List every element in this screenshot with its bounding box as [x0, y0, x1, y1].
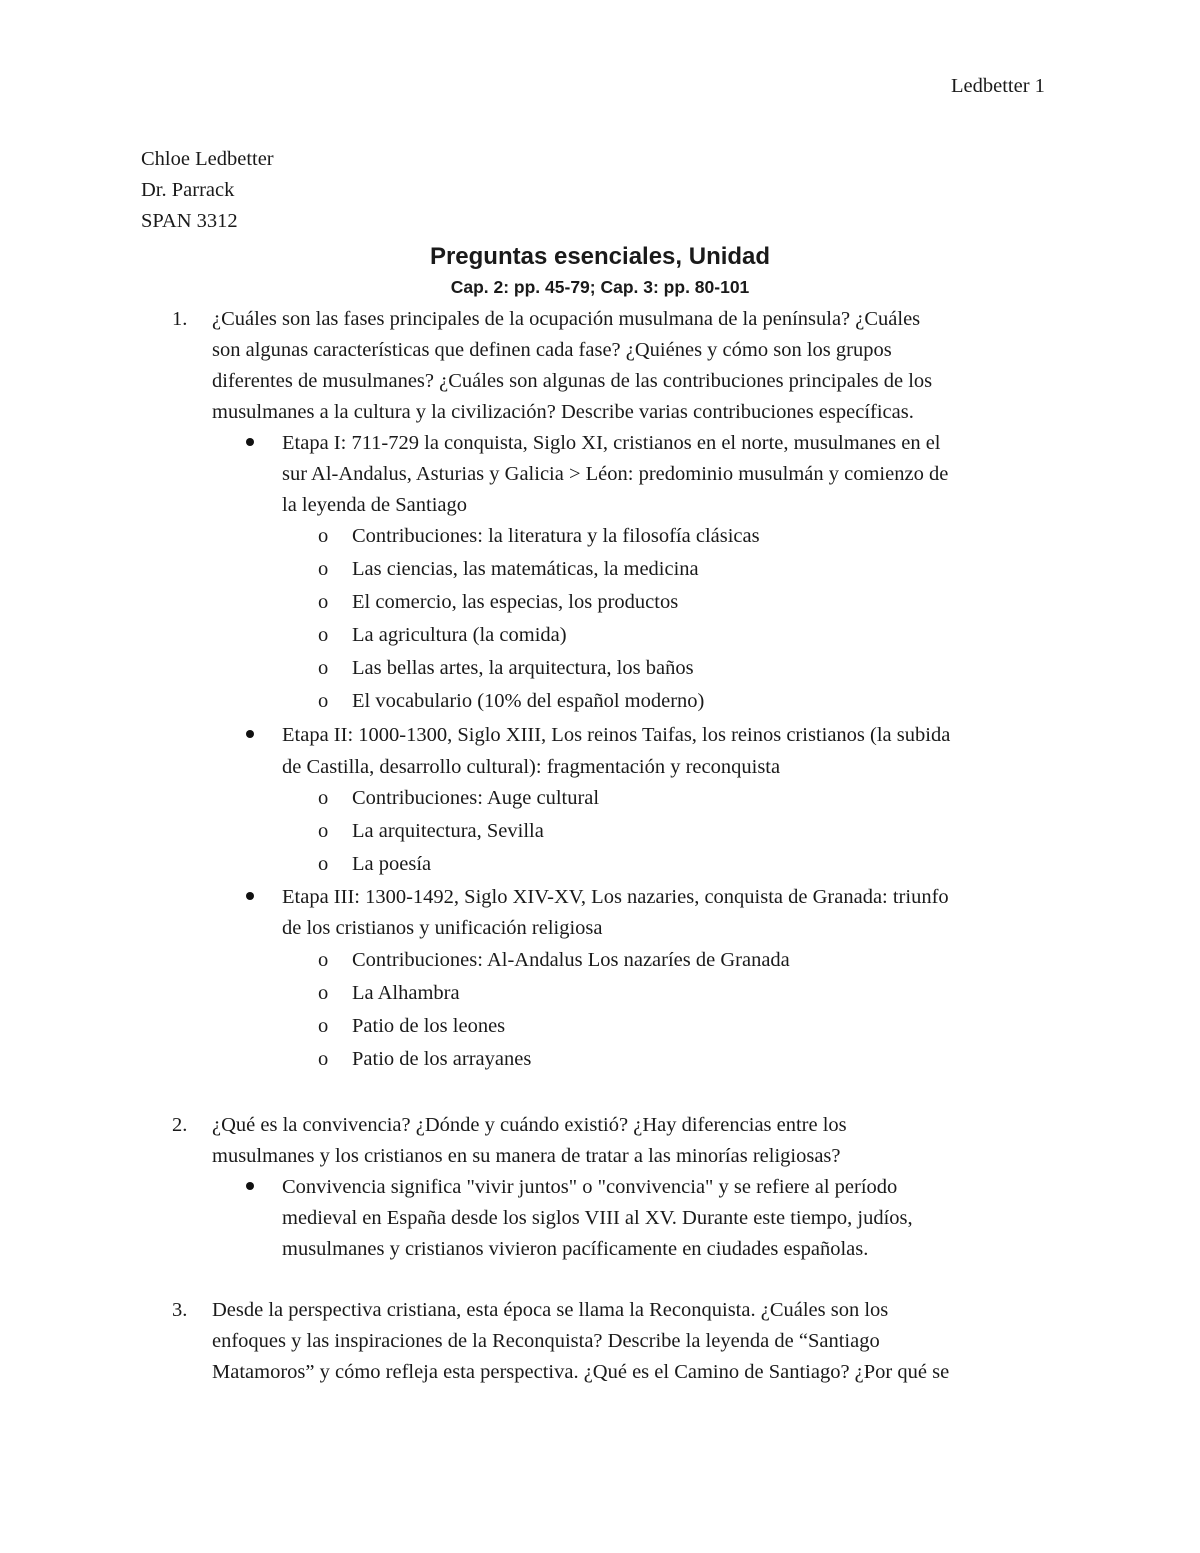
document-title: Preguntas esenciales, Unidad	[429, 243, 771, 270]
etapa3-sub-item: Patio de los arrayanes	[352, 1048, 532, 1070]
course-code: SPAN 3312	[141, 210, 238, 232]
sub-bullet-o-icon: o	[318, 558, 329, 580]
bullet-dot-icon	[246, 1182, 254, 1190]
student-name: Chloe Ledbetter	[141, 148, 274, 170]
q1-line: musulmanes a la cultura y la civilización? Describe varias contribuciones específicas.	[212, 401, 914, 423]
etapa2-line: de Castilla, desarrollo cultural): fragmentación y reconquista	[282, 756, 781, 778]
etapa3-line: Etapa III: 1300-1492, Siglo XIV-XV, Los nazaries, conquista de Granada: triunfo	[282, 886, 949, 908]
sub-bullet-o-icon: o	[318, 657, 329, 679]
bullet-dot-icon	[246, 892, 254, 900]
etapa1-sub-item: El vocabulario (10% del español moderno)	[352, 690, 705, 712]
sub-bullet-o-icon: o	[318, 1048, 329, 1070]
etapa2-sub-item: La arquitectura, Sevilla	[352, 820, 544, 842]
q3-line: Desde la perspectiva cristiana, esta época se llama la Reconquista. ¿Cuáles son los	[212, 1299, 889, 1321]
etapa3-sub-item: La Alhambra	[352, 982, 460, 1004]
sub-bullet-o-icon: o	[318, 624, 329, 646]
etapa1-sub-item: Las bellas artes, la arquitectura, los baños	[352, 657, 694, 679]
etapa1-line: Etapa I: 711-729 la conquista, Siglo XI, cristianos en el norte, musulmanes en el	[282, 432, 941, 454]
sub-bullet-o-icon: o	[318, 690, 329, 712]
sub-bullet-o-icon: o	[318, 1015, 329, 1037]
q2-bullet-line: musulmanes y cristianos vivieron pacíficamente en ciudades españolas.	[282, 1238, 869, 1260]
etapa2-sub-item: Contribuciones: Auge cultural	[352, 787, 600, 809]
q1-number: 1.	[172, 308, 188, 330]
etapa1-sub-item: La agricultura (la comida)	[352, 624, 567, 646]
document-subtitle: Cap. 2: pp. 45-79; Cap. 3: pp. 80-101	[450, 277, 750, 297]
q1-line: diferentes de musulmanes? ¿Cuáles son algunas de las contribuciones principales de los	[212, 370, 933, 392]
q3-number: 3.	[172, 1299, 188, 1321]
q3-line: Matamoros” y cómo refleja esta perspectiva. ¿Qué es el Camino de Santiago? ¿Por qué se	[212, 1361, 950, 1383]
q2-bullet-line: Convivencia significa "vivir juntos" o "convivencia" y se refiere al período	[282, 1176, 898, 1198]
bullet-dot-icon	[246, 730, 254, 738]
etapa3-sub-item: Patio de los leones	[352, 1015, 506, 1037]
sub-bullet-o-icon: o	[318, 787, 329, 809]
etapa3-line: de los cristianos y unificación religiosa	[282, 917, 603, 939]
etapa1-sub-item: El comercio, las especias, los productos	[352, 591, 679, 613]
etapa2-sub-item: La poesía	[352, 853, 432, 875]
etapa1-sub-item: Contribuciones: la literatura y la filosofía clásicas	[352, 525, 760, 547]
q3-line: enfoques y las inspiraciones de la Reconquista? Describe la leyenda de “Santiago	[212, 1330, 880, 1352]
page-header: Ledbetter 1	[951, 75, 1045, 97]
etapa1-line: sur Al-Andalus, Asturias y Galicia > Léon: predominio musulmán y comienzo de	[282, 463, 949, 485]
professor-name: Dr. Parrack	[141, 179, 235, 201]
q2-bullet-line: medieval en España desde los siglos VIII al XV. Durante este tiempo, judíos,	[282, 1207, 913, 1229]
sub-bullet-o-icon: o	[318, 949, 329, 971]
etapa1-line: la leyenda de Santiago	[282, 494, 468, 516]
etapa1-sub-item: Las ciencias, las matemáticas, la medicina	[352, 558, 699, 580]
sub-bullet-o-icon: o	[318, 853, 329, 875]
q1-line: ¿Cuáles son las fases principales de la ocupación musulmana de la península? ¿Cuáles	[212, 308, 921, 330]
q2-line: musulmanes y los cristianos en su manera de tratar a las minorías religiosas?	[212, 1145, 841, 1167]
q1-line: son algunas características que definen cada fase? ¿Quiénes y cómo son los grupos	[212, 339, 892, 361]
q2-line: ¿Qué es la convivencia? ¿Dónde y cuándo existió? ¿Hay diferencias entre los	[212, 1114, 847, 1136]
sub-bullet-o-icon: o	[318, 525, 329, 547]
etapa2-line: Etapa II: 1000-1300, Siglo XIII, Los reinos Taifas, los reinos cristianos (la subida	[282, 724, 951, 746]
etapa3-sub-item: Contribuciones: Al-Andalus Los nazaríes de Granada	[352, 949, 790, 971]
bullet-dot-icon	[246, 438, 254, 446]
sub-bullet-o-icon: o	[318, 591, 329, 613]
q2-number: 2.	[172, 1114, 188, 1136]
sub-bullet-o-icon: o	[318, 982, 329, 1004]
sub-bullet-o-icon: o	[318, 820, 329, 842]
